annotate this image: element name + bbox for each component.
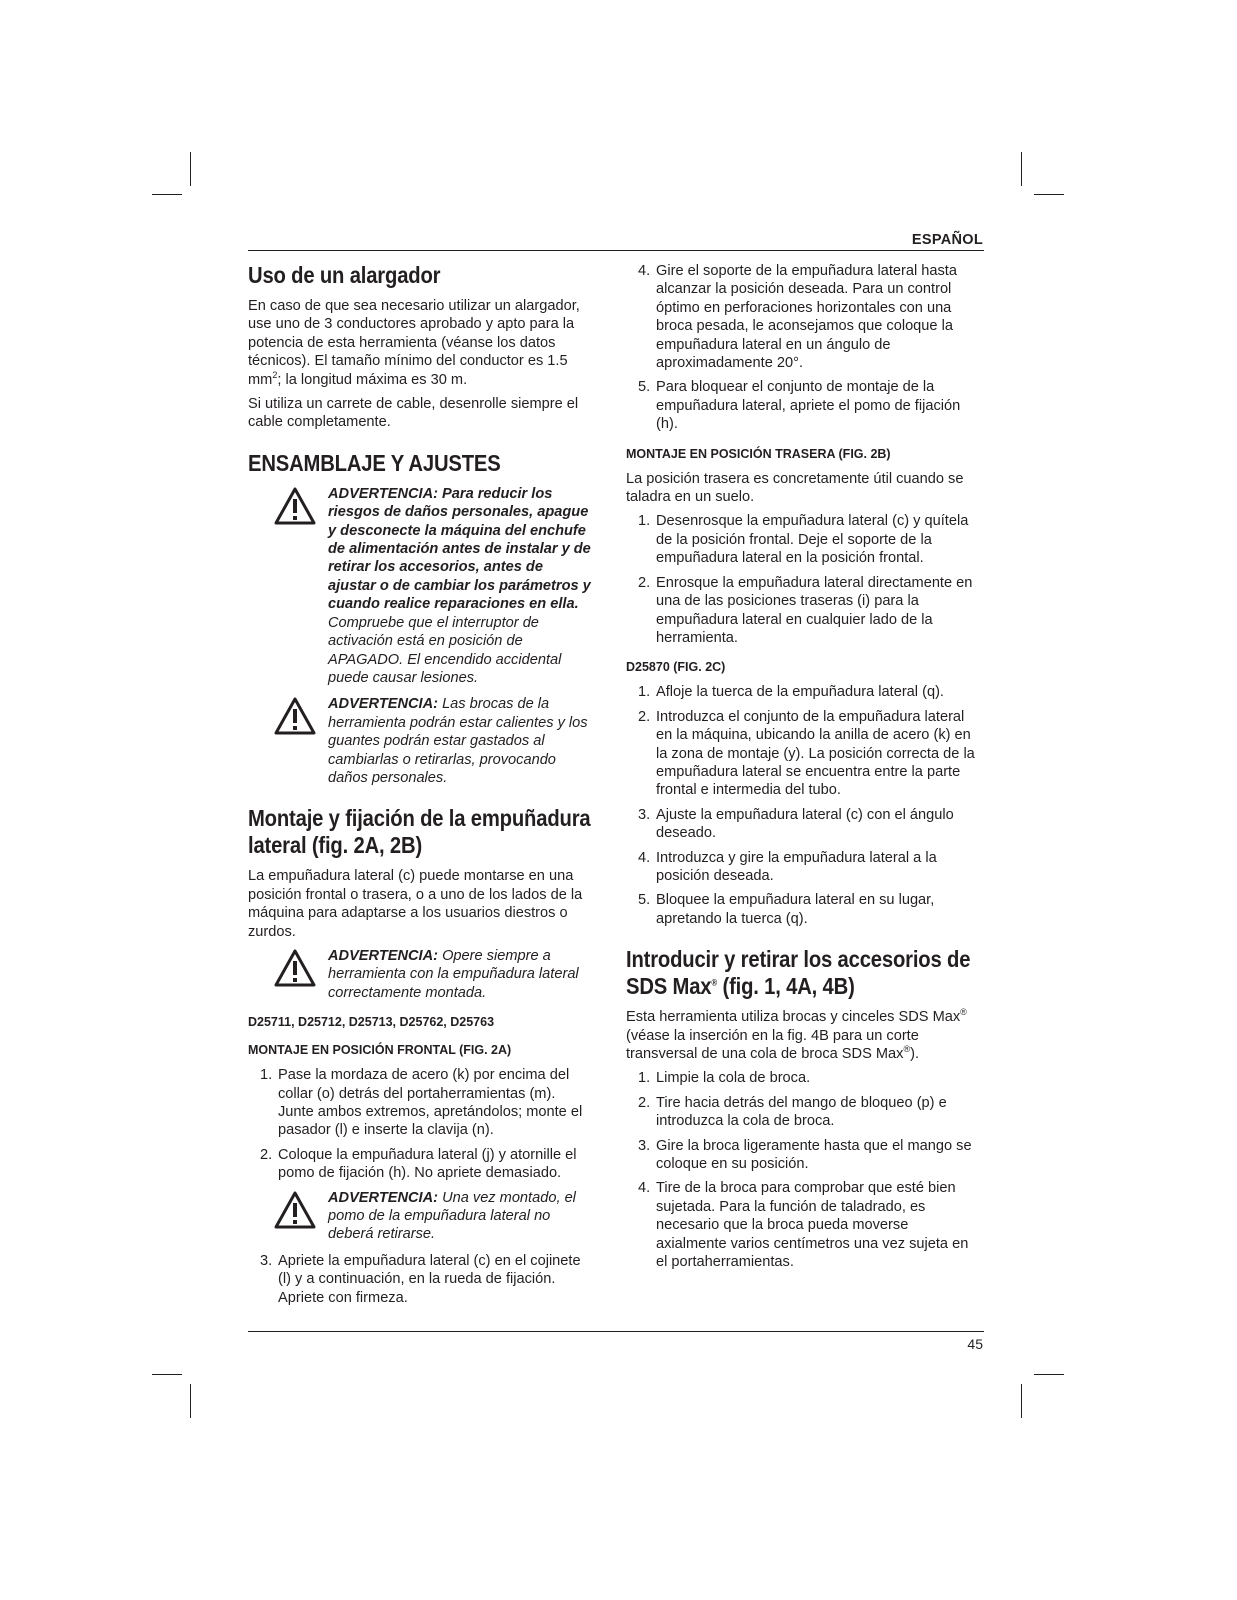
right-column: [626, 262, 982, 1277]
list-item: 2. Tire hacia detrás del mango de bloqueo (p) e introduzca la cola de broca.: [638, 1094, 947, 1130]
list-item: 3. Gire la broca ligeramente hasta que el mango se coloque en su posición.: [638, 1137, 972, 1173]
footer-rule: [248, 1331, 984, 1332]
paragraph: La posición trasera es concretamente útil cuando se taladra en un suelo.: [626, 470, 964, 506]
list-item: 1. Afloje la tuerca de la empuñadura lateral (q).: [638, 684, 944, 701]
front-steps-list-cont2: [626, 262, 982, 434]
paragraph: Esta herramienta utiliza brocas y cinceles SDS Max® (véase la inserción en la fig. 4B para un corte transversal de una cola de broca SDS Max®).: [626, 1007, 967, 1062]
warning-triangle-icon: [274, 1191, 316, 1229]
d25870-steps-list: [626, 683, 982, 928]
crop-mark: [190, 152, 191, 186]
rear-steps-list: [626, 512, 982, 647]
warning-block: ADVERTENCIA: Opere siempre a herramienta con la empuñadura lateral correctamente montada.: [248, 947, 592, 1002]
subheading-front: MONTAJE EN POSICIÓN FRONTAL (FIG. 2A): [248, 1043, 512, 1058]
list-item: 5. Para bloquear el conjunto de montaje de la empuñadura lateral, apriete el pomo de fijación (h).: [638, 379, 961, 433]
section-title-sds-max: Introducir y retirar los accesorios de SDS Max® (fig. 1, 4A, 4B): [626, 946, 971, 1000]
crop-mark: [152, 1374, 182, 1375]
crop-mark: [1021, 152, 1022, 186]
crop-mark: [190, 1384, 191, 1418]
warning-block: ADVERTENCIA: Una vez montado, el pomo de la empuñadura lateral no deberá retirarse.: [248, 1189, 592, 1244]
crop-mark: [152, 194, 182, 195]
list-item: 1. Desenrosque la empuñadura lateral (c) y quítela de la posición frontal. Deje el soporte de la empuñadura lateral en la posición frontal.: [638, 513, 969, 567]
list-item: 2. Enrosque la empuñadura lateral directamente en una de las posiciones traseras (i) para la empuñadura lateral en cualquier lado de la herramienta.: [638, 574, 973, 646]
list-item: 4. Gire el soporte de la empuñadura lateral hasta alcanzar la posición deseada. Para un control óptimo en perforaciones horizontales con una broca pesada, le aconsejamos que coloque la empuñadura lateral en un ángulo de aproximadamente 20°.: [638, 263, 957, 372]
header-rule: [248, 250, 984, 251]
subheading-rear: MONTAJE EN POSICIÓN TRASERA (FIG. 2B): [626, 446, 891, 461]
crop-mark: [1034, 1374, 1064, 1375]
list-item: 2. Introduzca el conjunto de la empuñadura lateral en la máquina, ubicando la anilla de acero (k) en la zona de montaje (y). La posición correcta de la empuñadura lateral se encuentra entre la parte frontal e intermedia del tubo.: [638, 708, 975, 799]
front-steps-list: [248, 1066, 592, 1182]
list-item: 4. Introduzca y gire la empuñadura lateral a la posición deseada.: [638, 849, 937, 884]
warning-triangle-icon: [274, 697, 316, 735]
front-steps-list-cont: [248, 1252, 592, 1307]
list-item: 1. Limpie la cola de broca.: [638, 1070, 811, 1087]
crop-mark: [1021, 1384, 1022, 1418]
paragraph: La empuñadura lateral (c) puede montarse en una posición frontal o trasera, o a uno de los lados de la máquina para adaptarse a los usuarios diestros o zurdos.: [248, 868, 583, 940]
paragraph: En caso de que sea necesario utilizar un alargador, use uno de 3 conductores aprobado y apto para la potencia de esta herramienta (véanse los datos técnicos). El tamaño mínimo del conductor es 1.5 $mm^2$; la longitud máxima es 30 m.: [248, 298, 580, 388]
page-number: 45: [967, 1336, 983, 1352]
section-title-ensamblaje: ENSAMBLAJE Y AJUSTES: [248, 449, 501, 476]
subheading-d25870: D25870 (FIG. 2C): [626, 660, 726, 675]
section-title-alargador: Uso de un alargador: [248, 262, 441, 288]
list-item: 3. Ajuste la empuñadura lateral (c) con el ángulo deseado.: [638, 806, 954, 842]
list-item: 3. Apriete la empuñadura lateral (c) en el cojinete (l) y a continuación, en la rueda de fijación. Apriete con firmeza.: [260, 1252, 581, 1306]
section-title-montaje: Montaje y fijación de la empuñadura lateral (fig. 2A, 2B): [248, 805, 591, 859]
list-item: 4. Tire de la broca para comprobar que esté bien sujetada. Para la función de taladrado, es necesario que la broca pueda moverse axialmente varios centímetros una vez sujeta en el portaherramientas.: [638, 1180, 969, 1271]
list-item: 1. Pase la mordaza de acero (k) por encima del collar (o) detrás del portaherramientas (m). Junte ambos extremos, apretándolos; monte el pasador (l) e inserte la clavija (n).: [260, 1067, 583, 1139]
warning-triangle-icon: [274, 949, 316, 987]
paragraph: Si utiliza un carrete de cable, desenrolle siempre el cable completamente.: [248, 396, 579, 431]
warning-block: ADVERTENCIA: Para reducir los riesgos de daños personales, apague y desconecte la máquina del enchufe de alimentación antes de instalar y de retirar los accesorios, antes de ajustar o de cambiar los parámetros y cuando realice reparaciones en ella. Compruebe que el interruptor de activación está en posición de APAGADO. El encendido accidental puede causar lesiones.: [248, 485, 592, 687]
subheading-models: D25711, D25712, D25713, D25762, D25763: [248, 1015, 495, 1030]
sds-steps-list: [626, 1069, 982, 1271]
warning-block: ADVERTENCIA: Las brocas de la herramienta podrán estar calientes y los guantes podrán estar gastados al cambiarlas o retirarlas, provocando daños personales.: [248, 695, 592, 787]
list-item: 5. Bloquee la empuñadura lateral en su lugar, apretando la tuerca (q).: [638, 892, 935, 927]
list-item: 2. Coloque la empuñadura lateral (j) y atornille el pomo de fijación (h). No apriete demasiado.: [260, 1146, 577, 1182]
header-language: ESPAÑOL: [911, 232, 983, 248]
crop-mark: [1034, 194, 1064, 195]
warning-triangle-icon: [274, 487, 316, 525]
left-column: [248, 262, 592, 1313]
